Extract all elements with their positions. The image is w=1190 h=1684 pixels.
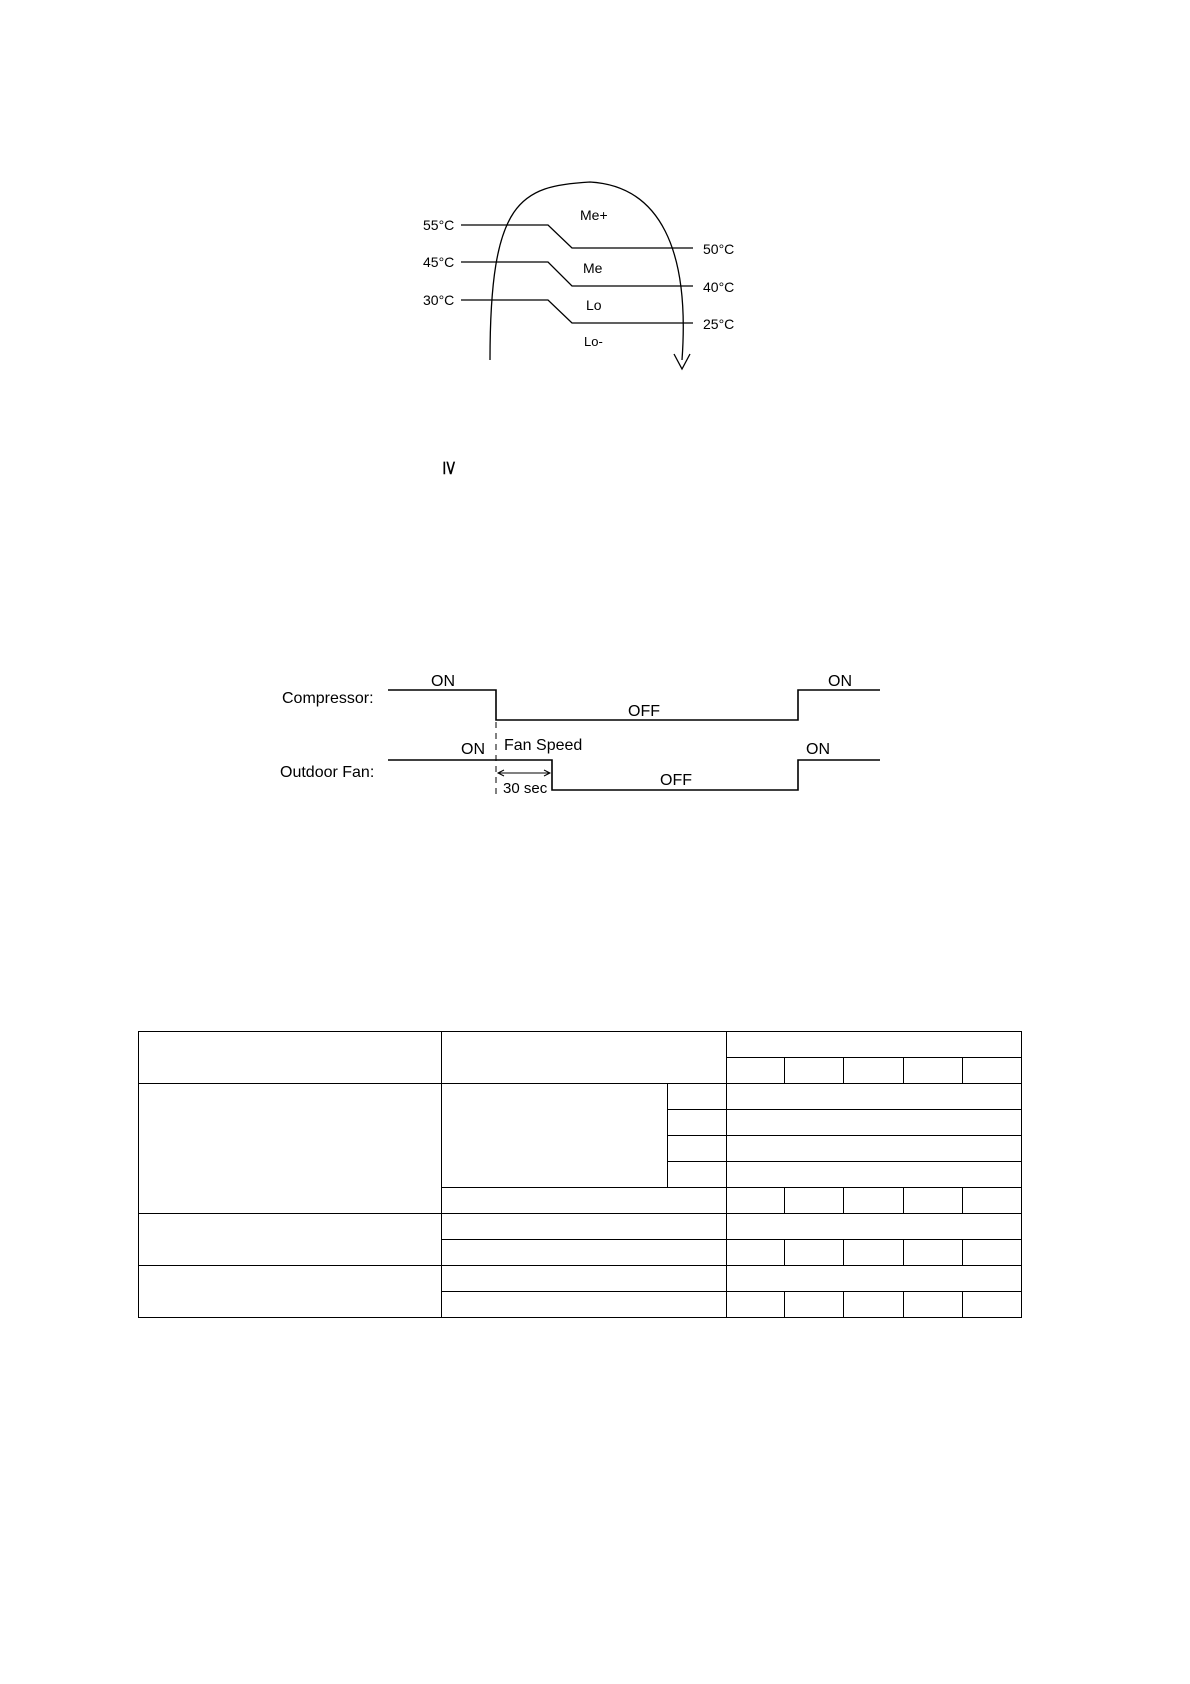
table-cell [139,1032,442,1084]
table-cell [963,1188,1022,1214]
outdoor-fan-on-label-right: ON [806,741,830,758]
rising-threshold-45: 45°C [423,254,455,270]
fan-speed-label: Fan Speed [504,737,583,754]
table-cell [727,1266,1022,1292]
zone-label-lo-minus: Lo- [584,334,603,349]
table-cell [785,1188,844,1214]
table-cell [139,1266,442,1318]
table-cell [844,1240,904,1266]
table-cell [727,1110,1022,1136]
table-cell [442,1188,727,1214]
table-row [139,1266,1022,1292]
table-cell [442,1214,727,1240]
zone-label-me: Me [583,260,603,276]
table-row [139,1084,1022,1110]
table-cell [844,1292,904,1318]
falling-threshold-25: 25°C [703,316,735,332]
greater-equal-symbol: ≥ [438,459,463,477]
table-cell [904,1240,963,1266]
table-cell [904,1188,963,1214]
table-cell [785,1240,844,1266]
table-cell [668,1136,727,1162]
table-cell [904,1058,963,1084]
outdoor-fan-on-label-left: ON [461,741,485,758]
table-cell [442,1266,727,1292]
compressor-on-label-right: ON [828,673,852,690]
table-cell [727,1162,1022,1188]
table-cell [442,1292,727,1318]
table-cell [442,1240,727,1266]
zone-label-me-plus: Me+ [580,207,608,223]
table-cell [785,1292,844,1318]
table-row [139,1032,1022,1058]
table-cell [727,1214,1022,1240]
timing-diagram [0,0,1190,820]
spec-table [138,1031,1022,1318]
falling-threshold-50: 50°C [703,241,735,257]
table-cell [727,1136,1022,1162]
table-cell [139,1214,442,1266]
rising-threshold-30: 30°C [423,292,455,308]
delay-label: 30 sec [503,780,548,797]
table-cell [668,1110,727,1136]
outdoor-fan-off-label: OFF [660,772,692,789]
outdoor-fan-label: Outdoor Fan: [280,764,375,781]
table-cell [963,1240,1022,1266]
table-cell [139,1084,442,1214]
table-cell [442,1084,668,1188]
table-cell [668,1084,727,1110]
outdoor-fan-signal [388,760,880,790]
falling-threshold-40: 40°C [703,279,735,295]
table-cell [844,1188,904,1214]
table-cell [727,1240,785,1266]
compressor-on-label-left: ON [431,673,455,690]
table-cell [844,1058,904,1084]
table-cell [727,1058,785,1084]
table-cell [785,1058,844,1084]
zone-label-lo: Lo [586,297,602,313]
table-cell [904,1292,963,1318]
table-cell [727,1292,785,1318]
table-cell [963,1292,1022,1318]
compressor-label: Compressor: [282,690,374,707]
table-cell [727,1084,1022,1110]
table-cell [963,1058,1022,1084]
table-row [139,1214,1022,1240]
table-cell [727,1032,1022,1058]
rising-threshold-55: 55°C [423,217,455,233]
table-cell [727,1188,785,1214]
table-cell [442,1032,727,1084]
compressor-off-label: OFF [628,703,660,720]
table-cell [668,1162,727,1188]
